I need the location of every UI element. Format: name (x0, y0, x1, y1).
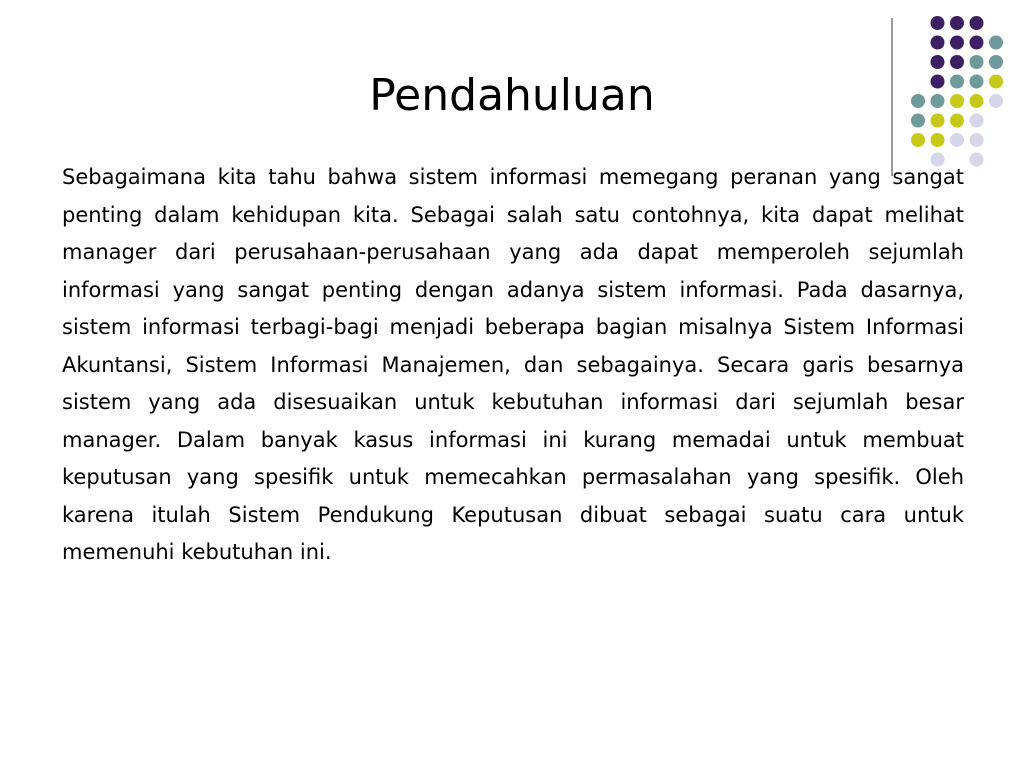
decorative-dot (970, 133, 984, 147)
slide-body-text: Sebagaimana kita tahu bahwa sistem informasi memegang peranan yang sangat penting dalam kehidupan kita. Sebagai salah satu contohnya, kita dapat melihat manager dari perusahaan-perusahaan yang ada dapat memperoleh sejumlah informasi yang sangat penting dengan adanya sistem informasi. Pada dasarnya, sistem informasi terbagi-bagi menjadi beberapa bagian misalnya Sistem Informasi Akuntansi, Sistem Informasi Manajemen, dan sebagainya. Secara garis besarnya sistem yang ada disesuaikan untuk kebutuhan informasi dari sejumlah besar manager. Dalam banyak kasus informasi ini kurang memadai untuk membuat keputusan yang spesifik untuk memecahkan permasalahan yang spesifik. Oleh karena itulah Sistem Pendukung Keputusan dibuat sebagai suatu cara untuk memenuhi kebutuhan ini. (62, 165, 964, 564)
decorative-dot (970, 16, 984, 30)
decorative-dot (931, 133, 945, 147)
decorative-dot (970, 153, 984, 167)
decorative-dot (911, 133, 925, 147)
decorative-dot (950, 36, 964, 50)
decorative-dot (931, 36, 945, 50)
decorative-dot (970, 36, 984, 50)
decorative-dot (931, 16, 945, 30)
slide-title: Pendahuluan (369, 70, 655, 121)
decorative-dot (950, 133, 964, 147)
decorative-dot (950, 16, 964, 30)
decorative-dot (989, 36, 1003, 50)
